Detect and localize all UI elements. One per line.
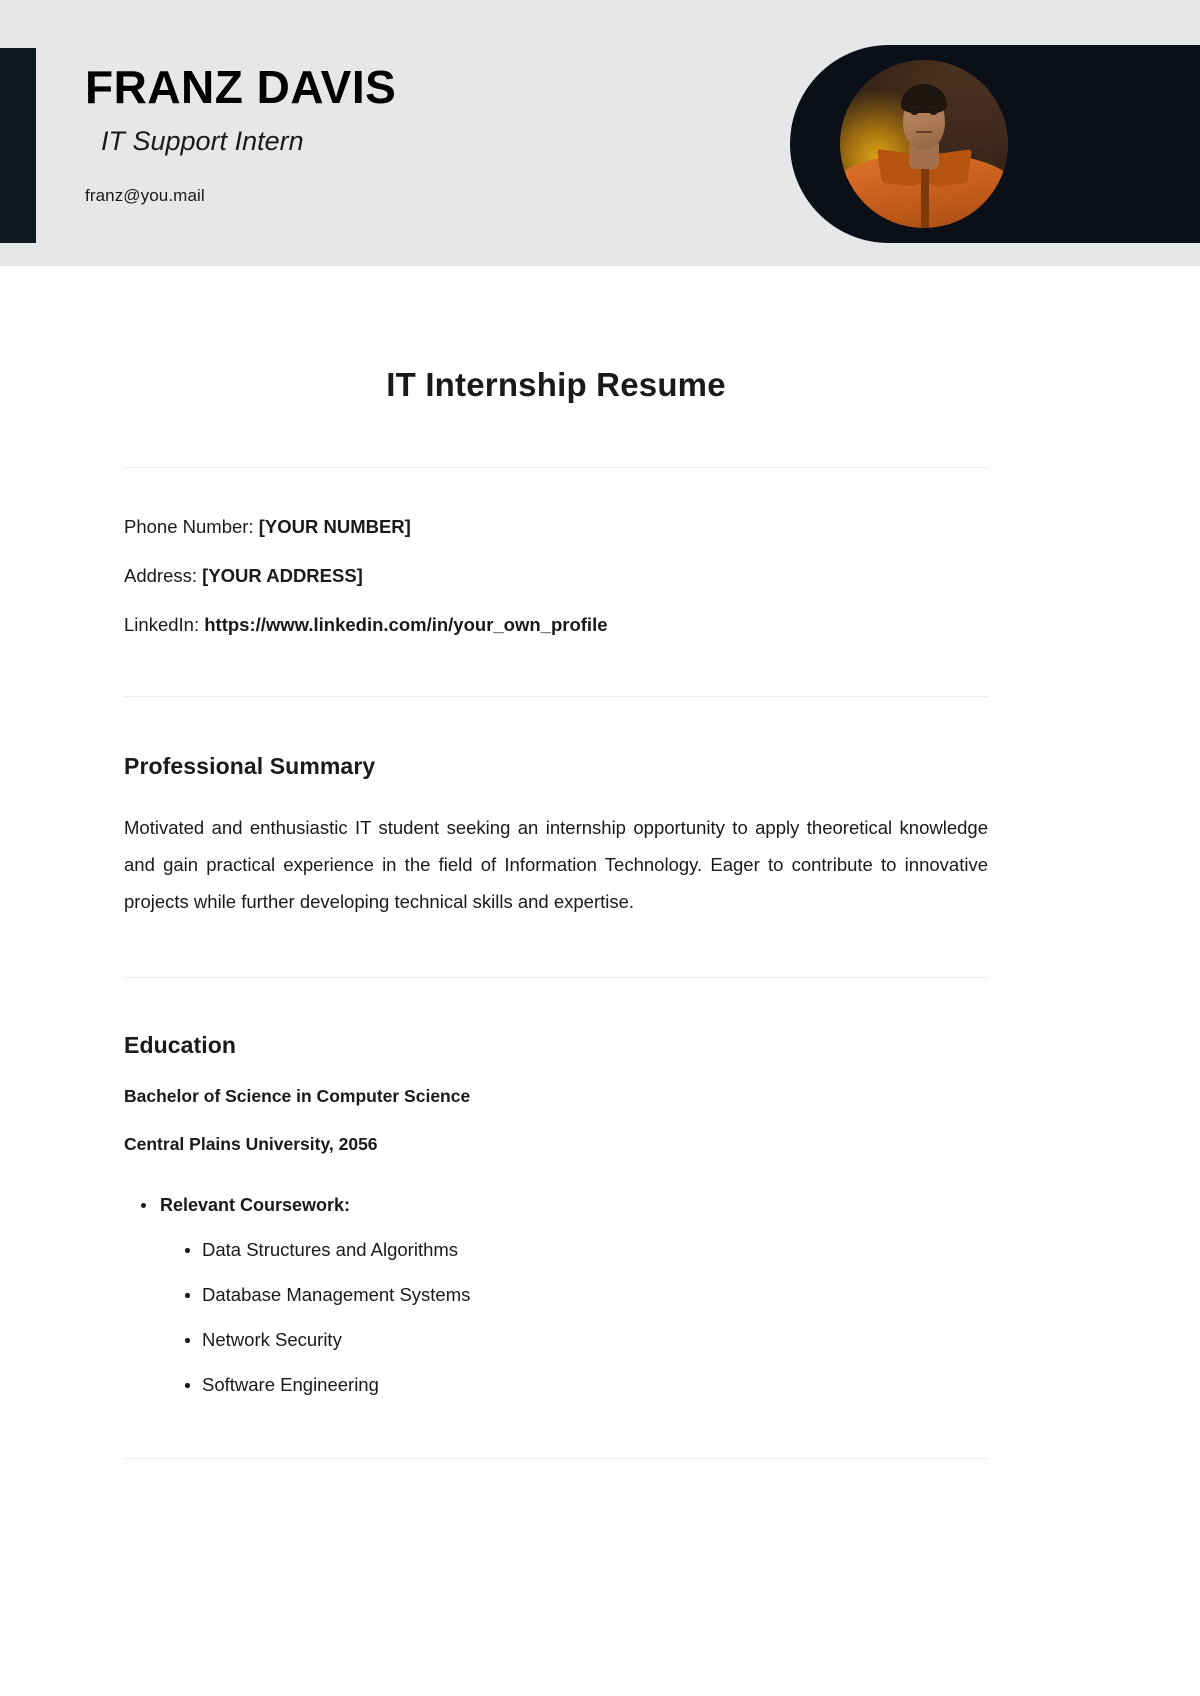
profile-photo (840, 60, 1008, 228)
photo-wall (937, 60, 1008, 164)
photo-brow-right (928, 106, 938, 109)
candidate-name: FRANZ DAVIS (85, 61, 397, 113)
education-school: Central Plains University, 2056 (124, 1133, 378, 1154)
education-degree: Bachelor of Science in Computer Science (124, 1085, 471, 1106)
bullet-icon (141, 1203, 146, 1208)
section-heading-professional-summary: Professional Summary (124, 752, 376, 779)
bullet-icon (185, 1248, 190, 1253)
linkedin-value[interactable]: https://www.linkedin.com/in/your_own_profile (204, 613, 608, 635)
coursework-label: Relevant Coursework: (160, 1194, 351, 1215)
coursework-item-label: Database Management Systems (202, 1284, 471, 1306)
list-item (184, 1283, 988, 1308)
linkedin-label: LinkedIn: (124, 613, 200, 635)
contact-section (124, 515, 988, 638)
coursework-item-label: Data Structures and Algorithms (202, 1239, 459, 1261)
photo-brow-left (910, 106, 920, 109)
phone-value: [YOUR NUMBER] (258, 516, 411, 537)
document-title: IT Internship Resume (386, 366, 726, 403)
section-heading-education: Education (124, 1031, 237, 1058)
list-item (184, 1238, 988, 1263)
coursework-list (124, 1193, 988, 1398)
professional-summary-text: Motivated and enthusiastic IT student seeking an internship opportunity to apply theoretical knowledge and gain practical experience in the field of Information Technology. Eager to contribute to innovative projects while further developing technical skills and expertise. (124, 816, 988, 912)
bullet-icon (185, 1338, 190, 1343)
contact-linkedin[interactable] (124, 613, 988, 638)
accent-bar (0, 48, 36, 243)
candidate-job-title: IT Support Intern (101, 125, 304, 156)
coursework-item-label: Software Engineering (202, 1374, 379, 1395)
bullet-icon (185, 1293, 190, 1298)
list-item-coursework-label (139, 1193, 988, 1398)
bullet-icon (185, 1383, 190, 1388)
resume-header (0, 0, 1200, 266)
contact-phone (124, 515, 988, 540)
candidate-email: franz@you.mail (85, 185, 205, 205)
photo-mouth (916, 131, 931, 134)
divider-after-summary (124, 977, 988, 978)
contact-address (124, 564, 988, 589)
address-label: Address: (124, 564, 198, 586)
address-value: [YOUR ADDRESS] (202, 564, 363, 586)
list-item (184, 1328, 988, 1353)
divider-after-contact (124, 696, 988, 697)
identity-block (85, 62, 765, 206)
phone-label: Phone Number: (124, 516, 254, 537)
coursework-sublist (160, 1238, 988, 1398)
photo-placket (921, 161, 929, 228)
list-item (184, 1373, 988, 1398)
divider-top (124, 467, 988, 468)
divider-bottom (124, 1458, 988, 1459)
coursework-item-label: Network Security (202, 1329, 342, 1351)
photo-pill-shape (790, 45, 1200, 243)
resume-body (124, 266, 988, 1459)
